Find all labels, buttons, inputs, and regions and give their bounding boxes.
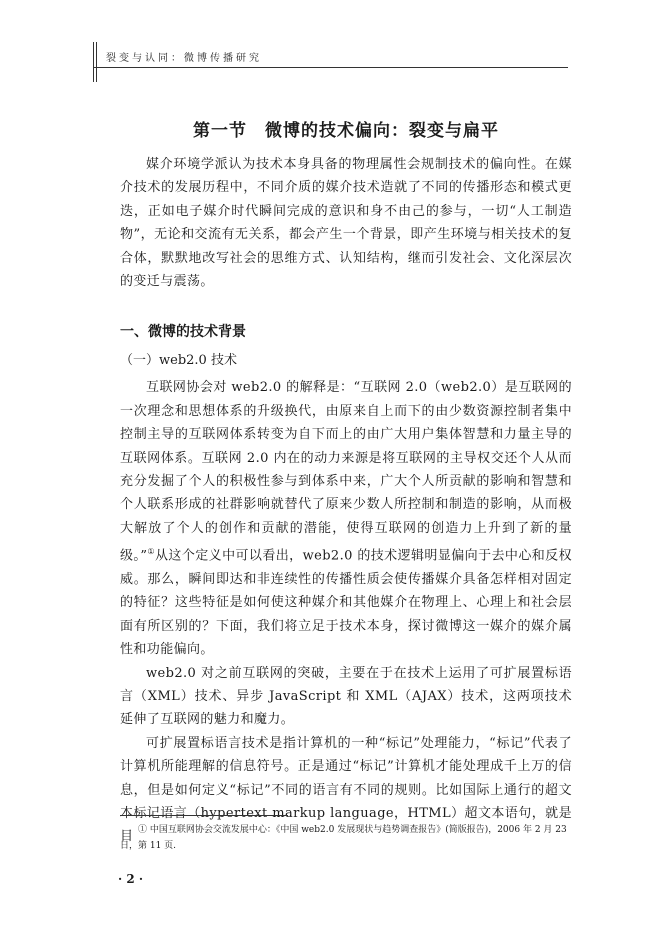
header-vertical-rule xyxy=(93,42,97,82)
header-horizontal-rule xyxy=(93,67,568,68)
footnote-divider xyxy=(120,815,288,816)
subheading-technical-background: 一、微博的技术背景 xyxy=(120,324,246,341)
subheading-web2-technology: （一）web2.0 技术 xyxy=(120,353,237,369)
paragraph-2 xyxy=(120,376,572,661)
paragraph-3: web2.0 对之前互联网的突破，主要在于在技术上运用了可扩展置标语言（XML）技术、异步 JavaScript 和 XML（AJAX）技术，这两项技术延伸了互联网的魅力和魔力。 xyxy=(120,665,572,728)
page-body xyxy=(120,116,572,849)
footnote: ① 中国互联网协会交流发展中心：《中国 web2.0 发展现状与趋势调查报告》(简版报告)，2006 年 2 月 23 日，第 11 页. xyxy=(120,825,567,851)
paragraph-2-part-a: 互联网协会对 web2.0 的解释是：“互联网 2.0（web2.0）是互联网的一次理念和思想体系的升级换代，由原来自上而下的由少数资源控制者集中控制主导的互联网体系转变为自下而上的由广大用户集体智慧和力量主导的互联网体系。互联网 2.0 内在的动力来源是将互联网的主导权交还个人从而充分发掘了个人的积极性参与到体系中来，广大个人所贡献的影响和智慧和个人联系形成的社群影响就替代了原来少数人所控制和制造的影响，从而极大解放了个人的创作和贡献的潜能，使得互联网的创造力上升到了新的量级。” xyxy=(120,380,572,564)
section-title: 第一节 微博的技术偏向：裂变与扁平 xyxy=(193,121,499,141)
paragraph-1: 媒介环境学派认为技术本身具备的物理属性会规制技术的偏向性。在媒介技术的发展历程中，不同介质的媒介技术造就了不同的传播形态和模式更迭，正如电子媒介时代瞬间完成的意识和身不由己的参与，一切“人工制造物”，无论和交流有无关系，都会产生一个背景，即产生环境与相关技术的复合体，默默地改写社会的思维方式、认知结构，继而引发社会、文化深层次的变迁与震荡。 xyxy=(120,157,572,290)
page-number: · 2 · xyxy=(118,872,144,886)
footnote-marker[interactable]: ① xyxy=(147,547,155,557)
running-header-title: 裂变与认同：微博传播研究 xyxy=(106,53,262,64)
paragraph-2-part-b: 从这个定义中可以看出，web2.0 的技术逻辑明显偏向于去中心和反权威。那么，瞬间即达和非连续性的传播性质会使传播媒介具备怎样相对固定的特征？这些特征是如何使这种媒介和其他媒介在物理上、心理上和社会层面有所区别的？下面，我们将立足于技术本身，探讨微博这一媒介的媒介属性和功能偏向。 xyxy=(120,548,572,658)
paragraph-4: 可扩展置标语言技术是指计算机的一种“标记”处理能力，“标记”代表了计算机所能理解的信息符号。正是通过“标记”计算机才能处理成千上万的信息，但是如何定义“标记”不同的语言有不同的规则。比如国际上通行的超文本标记语言（hypertext markup language，HTML）超文本语句，就是目 xyxy=(120,735,572,845)
